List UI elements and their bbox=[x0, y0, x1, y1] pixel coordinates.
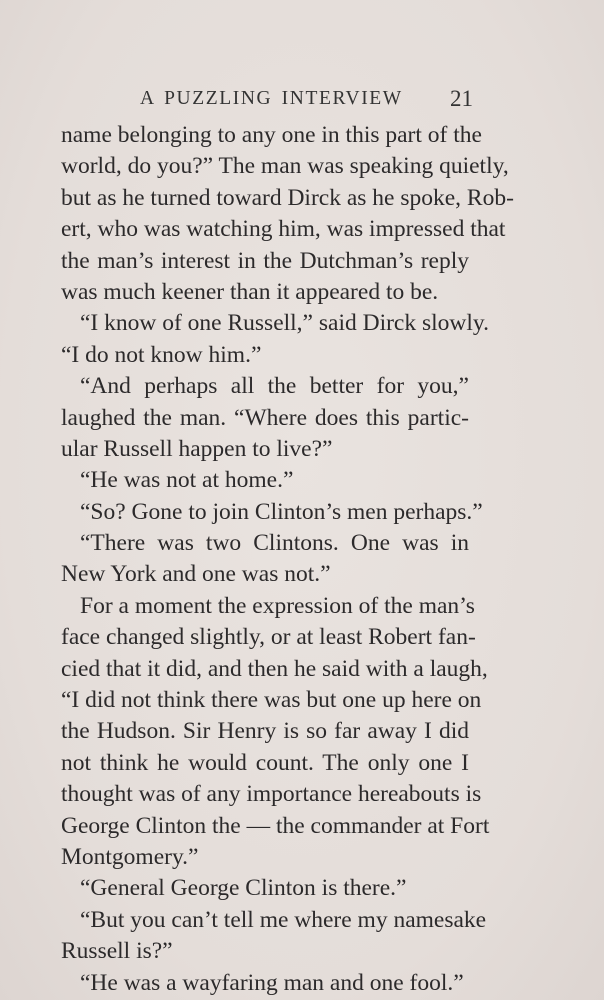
text-line: was much keener than it appeared to be. bbox=[61, 278, 439, 305]
text-line: not think he would count. The only one I bbox=[61, 749, 469, 776]
text-line: For a moment the expression of the man’s bbox=[80, 592, 475, 619]
text-line: the Hudson. Sir Henry is so far away I did bbox=[61, 718, 469, 745]
text-line: Montgomery.” bbox=[61, 843, 199, 870]
text-line: George Clinton the — the commander at Fort bbox=[61, 812, 490, 839]
text-line: “I do not know him.” bbox=[61, 341, 262, 368]
text-line: “And perhaps all the better for you,” bbox=[80, 373, 469, 400]
text-line: “So? Gone to join Clinton’s men perhaps.” bbox=[80, 498, 483, 525]
text-line: New York and one was not.” bbox=[61, 561, 331, 588]
page-number: 21 bbox=[450, 86, 473, 111]
text-line: Russell is?” bbox=[61, 938, 173, 965]
text-line: “General George Clinton is there.” bbox=[80, 875, 407, 902]
text-line: “I did not think there was but one up here on bbox=[61, 687, 482, 714]
running-title: A PUZZLING INTERVIEW bbox=[140, 88, 403, 109]
body-text bbox=[61, 120, 514, 999]
text-line: “But you can’t tell me where my namesake bbox=[80, 906, 487, 933]
text-line: “He was a wayfaring man and one fool.” bbox=[80, 969, 464, 996]
text-line: name belonging to any one in this part of the bbox=[61, 122, 482, 148]
text-line: “He was not at home.” bbox=[80, 467, 294, 494]
text-line: the man’s interest in the Dutchman’s reply bbox=[61, 247, 469, 274]
running-header bbox=[0, 86, 604, 116]
text-line: thought was of any importance hereabouts is bbox=[61, 781, 482, 808]
text-line: ular Russell happen to live?” bbox=[61, 435, 333, 462]
text-line: “There was two Clintons. One was in bbox=[80, 530, 469, 557]
text-line: face changed slightly, or at least Robert fan- bbox=[61, 624, 476, 651]
text-line: “I know of one Russell,” said Dirck slowly. bbox=[80, 310, 490, 337]
text-line: but as he turned toward Dirck as he spoke, Rob- bbox=[61, 184, 514, 211]
text-line: ert, who was watching him, was impressed that bbox=[61, 216, 506, 243]
text-line: laughed the man. “Where does this partic- bbox=[61, 404, 469, 431]
text-line: cied that it did, and then he said with a laugh, bbox=[61, 655, 488, 682]
text-line: world, do you?” The man was speaking quietly, bbox=[61, 153, 509, 180]
